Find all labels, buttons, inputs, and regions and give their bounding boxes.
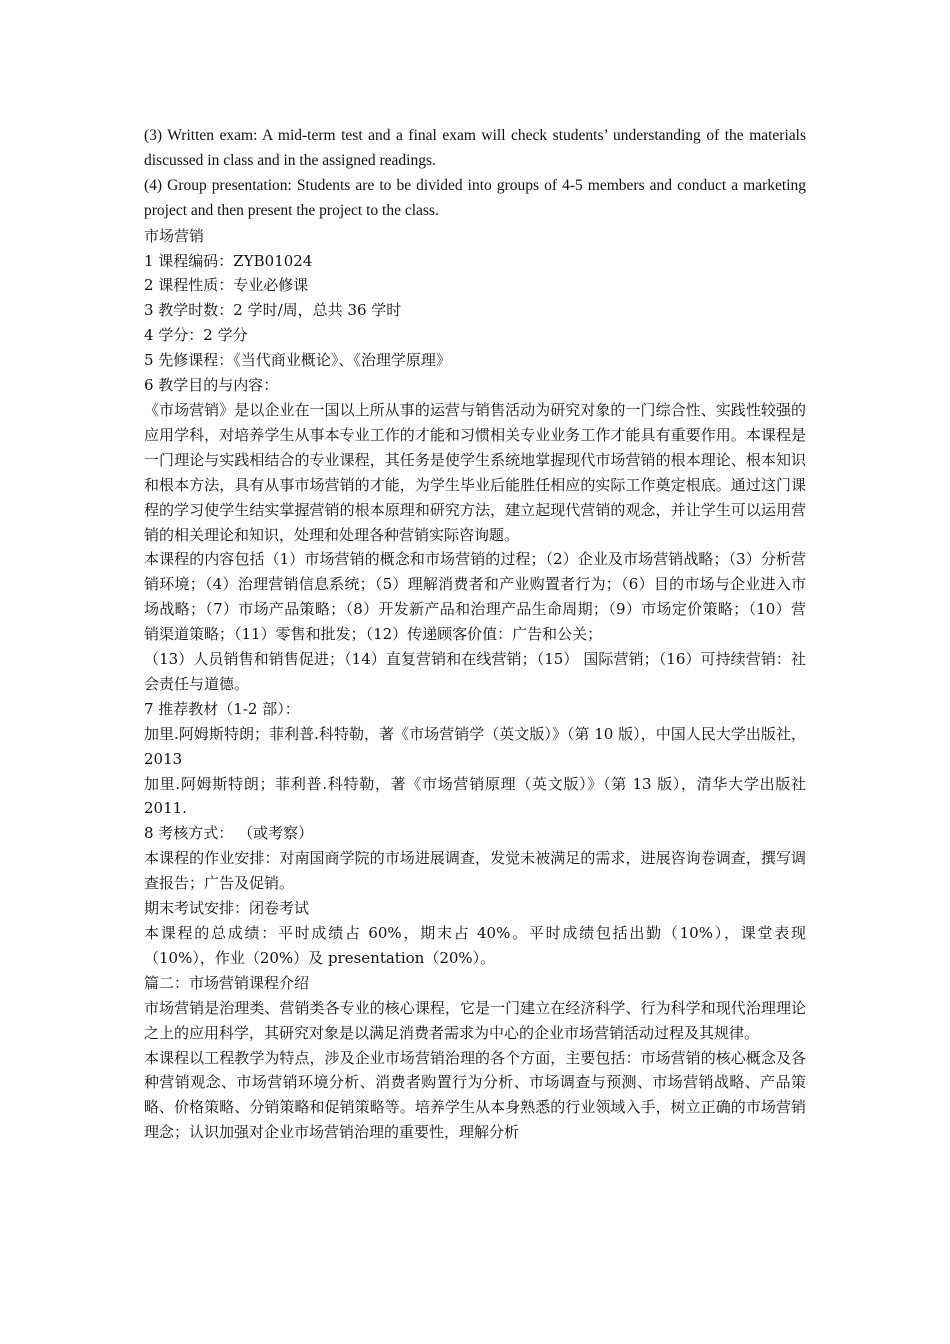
objectives-heading: 6 教学目的与内容： (144, 376, 279, 395)
course-title: 市场营销 (144, 226, 205, 245)
objectives-paragraph: 《市场营销》是以企业在一国以上所从事的运营与销售活动为研究对象的一门综合性、实践性较强的应用学科，对培养学生从事本专业工作的才能和习惯相关专业业务工作才能具有重要作用。本课程是一门理论与实践相结合的专业课程，其任务是使学生系统地掌握现代市场营销的根本理论、根本知识和根本方法，具有从事市场营销的才能，为学生毕业后能胜任相应的实际工作奠定根底。通过这门课程的学习使学生结实掌握营销的根本原理和研究方法，建立起现代营销的观念，并让学生可以运用营销的相关理论和知识，处理和处理各种营销实际咨询题。 (144, 400, 806, 544)
textbooks-heading: 7 推荐教材（1-2 部）： (144, 699, 300, 718)
course-nature-line: 2 课程性质：专业必修课 (144, 276, 309, 295)
assignment-paragraph: 本课程的作业安排：对南国商学院的市场进展调查，发觉未被满足的需求，进展咨询卷调查，撰写调查报告；广告及促销。 (144, 849, 806, 893)
section-two-heading: 篇二：市场营销课程介绍 (144, 973, 310, 992)
final-exam-line: 期末考试安排：闭卷考试 (144, 899, 310, 918)
credits-line: 4 学分：2 学分 (144, 326, 248, 345)
written-exam-paragraph: (3) Written exam: A mid-term test and a final exam will check students’ understanding of the materials discussed in class and in the assigned readings. (144, 127, 806, 169)
course-features-paragraph: 本课程以工程教学为特点，涉及企业市场营销治理的各个方面，主要包括：市场营销的核心概念及各种营销观念、市场营销环境分析、消费者购置行为分析、市场调查与预测、市场营销战略、产品策略、价格策略、分销策略和促销策略等。培养学生从本身熟悉的行业领域入手，树立正确的市场营销理念；认识加强对企业市场营销治理的重要性，理解分析 (144, 1048, 806, 1142)
textbook-2: 加里.阿姆斯特朗；菲利普.科特勒，著《市场营销原理（英文版）》（第 13 版），清华大学出版社 2011. (144, 774, 806, 818)
textbook-1: 加里.阿姆斯特朗；菲利普.科特勒，著《市场营销学（英文版）》（第 10 版），中国人民大学出版社，2013 (144, 724, 806, 768)
document-page (144, 124, 806, 1145)
group-presentation-paragraph: (4) Group presentation: Students are to be divided into groups of 4-5 members and conduct a marketing project and then present the project to the class. (144, 176, 806, 219)
content-continued-paragraph: （13）人员销售和销售促进；（14）直复营销和在线营销；（15） 国际营销；（16）可持续营销：社会责任与道德。 (144, 650, 806, 693)
course-code-line: 1 课程编码：ZYB01024 (144, 251, 313, 270)
teaching-hours-line: 3 教学时数：2 学时/周，总共 36 学时 (144, 301, 402, 320)
prerequisites-line: 5 先修课程：《当代商业概论》、《治理学原理》 (144, 351, 451, 370)
intro-paragraph: 市场营销是治理类、营销类各专业的核心课程，它是一门建立在经济科学、行为科学和现代治理理论之上的应用科学，其研究对象是以满足消费者需求为中心的企业市场营销活动过程及其规律。 (144, 998, 806, 1042)
content-paragraph: 本课程的内容包括（1）市场营销的概念和市场营销的过程；（2）企业及市场营销战略；（3）分析营销环境；（4）治理营销信息系统；（5）理解消费者和产业购置者行为；（6）目的市场与企业进入市场战略；（7）市场产品策略；（8）开发新产品和治理产品生命周期；（9）市场定价策略；（10）营销渠道策略；（11）零售和批发；（12）传递顾客价值：广告和公关； (144, 550, 806, 644)
grading-paragraph: 本课程的总成绩：平时成绩占 60%，期末占 40%。平时成绩包括出勤（10%），课堂表现（10%），作业（20%）及 presentation（20%）。 (144, 924, 806, 967)
assessment-heading: 8 考核方式： （或考察） (144, 824, 314, 843)
